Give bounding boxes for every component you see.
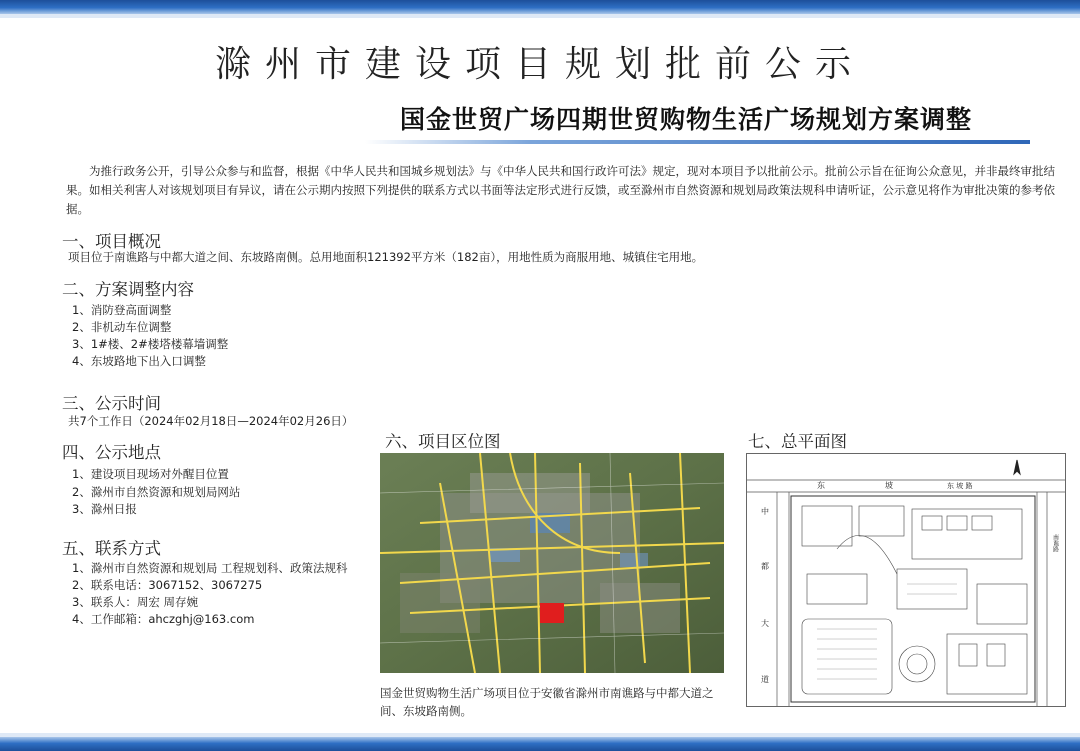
site-plan-road-label: 南谯路	[1051, 534, 1059, 552]
intro-paragraph: 为推行政务公开，引导公众参与和监督，根据《中华人民共和国城乡规划法》与《中华人民共和国行政许可法》规定，现对本项目予以批前公示。批前公示旨在征询公众意见，并非最终审批结果。如相关利害人对该规划项目有异议，请在公示期内按照下列提供的联系方式以书面等法定形式进行反馈，或至滁州市自然资源和规划局政策法规科申请听证，公示意见将作为审批决策的参考依据。	[66, 164, 1055, 216]
top-decor-band-light	[0, 14, 1080, 18]
site-plan-road-label: 都	[761, 562, 769, 571]
section-overview-heading: 一、项目概况	[62, 232, 161, 251]
section-contact-heading: 五、联系方式	[62, 539, 161, 558]
location-map-image	[380, 453, 724, 673]
adjustment-item: 1、消防登高面调整	[72, 303, 172, 317]
contact-item: 2、联系电话：3067152、3067275	[72, 578, 263, 592]
site-plan-road-label: 东	[817, 481, 825, 490]
place-item: 3、滁州日报	[72, 502, 137, 516]
site-plan-road-label: 大	[761, 619, 769, 628]
project-subtitle: 国金世贸广场四期世贸购物生活广场规划方案调整	[400, 105, 973, 134]
bottom-decor-band	[0, 737, 1080, 751]
adjustment-item: 3、1#楼、2#楼塔楼幕墙调整	[72, 337, 229, 351]
project-site-marker	[540, 603, 564, 623]
site-plan-heading: 七、总平面图	[748, 432, 847, 451]
adjustment-item: 4、东坡路地下出入口调整	[72, 354, 206, 368]
section-overview-text: 项目位于南谯路与中都大道之间、东坡路南侧。总用地面积121392平方米（182亩），用地性质为商服用地、城镇住宅用地。	[68, 250, 704, 264]
site-plan-image	[746, 453, 1066, 707]
section-period-heading: 三、公示时间	[62, 394, 161, 413]
adjustment-item: 2、非机动车位调整	[72, 320, 172, 334]
contact-email: 4、工作邮箱：ahczghj@163.com	[72, 612, 255, 626]
location-map-caption: 国金世贸购物生活广场项目位于安徽省滁州市南谯路与中都大道之间、东坡路南侧。	[380, 686, 714, 718]
place-item: 2、滁州市自然资源和规划局网站	[72, 485, 241, 499]
top-decor-band	[0, 0, 1080, 14]
section-period-text: 共7个工作日（2024年02月18日—2024年02月26日）	[68, 414, 354, 428]
subtitle-underline	[365, 140, 1030, 144]
contact-item: 3、联系人：周宏 周存婉	[72, 595, 198, 609]
contact-item: 1、滁州市自然资源和规划局 工程规划科、政策法规科	[72, 561, 348, 575]
site-plan-road-label: 坡	[885, 481, 893, 490]
site-plan-road-label: 道	[761, 675, 769, 684]
section-places-heading: 四、公示地点	[62, 443, 161, 462]
place-item: 1、建设项目现场对外醒目位置	[72, 467, 229, 481]
location-map-heading: 六、项目区位图	[385, 432, 501, 451]
site-plan-road-label: 中	[761, 507, 769, 516]
page-title: 滁州市建设项目规划批前公示	[214, 44, 865, 85]
site-plan-road-label: 东 坡 路	[947, 482, 973, 490]
section-adjustments-heading: 二、方案调整内容	[62, 280, 194, 299]
